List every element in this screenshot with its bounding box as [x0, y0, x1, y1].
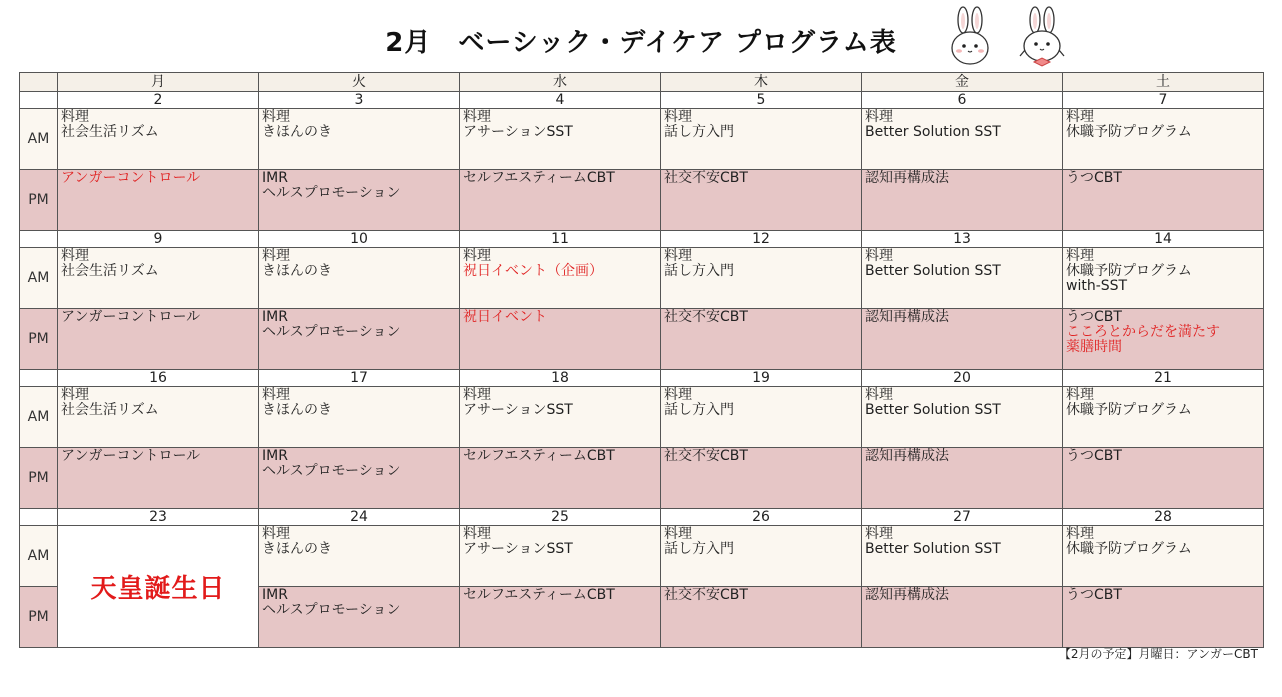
date-row [20, 231, 1264, 248]
corner-cell [20, 73, 58, 92]
am-label: AM [20, 248, 58, 309]
date-cell: 3 [259, 92, 460, 109]
program-line: うつCBT [1066, 309, 1122, 325]
program-cell [1063, 248, 1264, 309]
program-cell [862, 109, 1063, 170]
program-cell [661, 526, 862, 587]
program-line: 料理 [262, 248, 290, 264]
program-line: with-SST [1066, 278, 1128, 294]
program-cell [1063, 387, 1264, 448]
date-cell: 5 [661, 92, 862, 109]
program-cell [1063, 587, 1264, 648]
date-row [20, 92, 1264, 109]
program-line: Better Solution SST [865, 541, 1001, 557]
program-cell [58, 309, 259, 370]
program-line: 休職予防プログラム [1066, 124, 1192, 140]
date-cell: 23 [58, 509, 259, 526]
date-row-label [20, 370, 58, 387]
program-line: 休職予防プログラム [1066, 402, 1192, 418]
program-line: こころとからだを満たす [1066, 324, 1220, 340]
program-line: Better Solution SST [865, 124, 1001, 140]
program-line: 話し方入門 [664, 124, 734, 140]
program-line: 社交不安CBT [664, 448, 748, 464]
program-cell [58, 387, 259, 448]
weekday-sat: 土 [1063, 73, 1264, 92]
program-cell [259, 309, 460, 370]
program-line: 料理 [865, 109, 893, 125]
pm-label: PM [20, 309, 58, 370]
program-cell [259, 387, 460, 448]
program-cell [259, 248, 460, 309]
date-cell: 13 [862, 231, 1063, 248]
program-line: 料理 [1066, 387, 1094, 403]
program-line: きほんのき [262, 541, 332, 557]
program-cell [259, 170, 460, 231]
pm-row [20, 448, 1264, 509]
weekday-fri: 金 [862, 73, 1063, 92]
program-line: 祝日イベント（企画） [463, 263, 603, 279]
program-line: IMR [262, 309, 288, 325]
program-line: IMR [262, 587, 288, 603]
program-cell [862, 448, 1063, 509]
date-cell: 26 [661, 509, 862, 526]
footnote: 【2月の予定】月曜日：アンガーCBT [1058, 647, 1258, 661]
program-cell [661, 309, 862, 370]
program-line: 料理 [463, 248, 491, 264]
program-cell [259, 448, 460, 509]
program-line: ヘルスプロモーション [262, 602, 401, 618]
date-row-label [20, 509, 58, 526]
am-label: AM [20, 387, 58, 448]
program-cell [259, 526, 460, 587]
page-title: 2月 ベーシック・デイケア プログラム表 [385, 28, 897, 58]
program-line: 社交不安CBT [664, 309, 748, 325]
bunny-with-bow-icon [1012, 6, 1072, 70]
pm-row [20, 170, 1264, 231]
date-cell: 28 [1063, 509, 1264, 526]
program-line: きほんのき [262, 263, 332, 279]
program-cell [862, 587, 1063, 648]
program-cell [259, 109, 460, 170]
program-cell [661, 587, 862, 648]
program-line: うつCBT [1066, 448, 1122, 464]
program-cell [661, 248, 862, 309]
date-cell: 17 [259, 370, 460, 387]
program-line: 料理 [262, 109, 290, 125]
program-cell [460, 109, 661, 170]
pm-label: PM [20, 587, 58, 648]
program-cell [1063, 170, 1264, 231]
program-line: アサーションSST [463, 541, 573, 557]
program-line: セルフエスティームCBT [463, 170, 615, 186]
program-cell [58, 248, 259, 309]
date-cell: 20 [862, 370, 1063, 387]
date-cell: 24 [259, 509, 460, 526]
program-line: 料理 [1066, 526, 1094, 542]
program-line: アサーションSST [463, 124, 573, 140]
program-line: 料理 [1066, 109, 1094, 125]
date-cell: 10 [259, 231, 460, 248]
holiday-cell [58, 526, 259, 648]
program-line: 話し方入門 [664, 541, 734, 557]
program-line: 料理 [865, 387, 893, 403]
program-line: 認知再構成法 [865, 448, 949, 464]
weekday-header-row [20, 73, 1264, 92]
program-line: 料理 [262, 387, 290, 403]
program-line: ヘルスプロモーション [262, 324, 401, 340]
program-line: 料理 [262, 526, 290, 542]
am-row [20, 109, 1264, 170]
weekday-wed: 水 [460, 73, 661, 92]
program-line: 社会生活リズム [61, 263, 159, 279]
program-line: 料理 [61, 109, 89, 125]
weekday-tue: 火 [259, 73, 460, 92]
program-line: 料理 [865, 248, 893, 264]
program-line: うつCBT [1066, 587, 1122, 603]
date-cell: 21 [1063, 370, 1264, 387]
program-line: 料理 [463, 526, 491, 542]
program-line: 料理 [664, 387, 692, 403]
program-cell [460, 448, 661, 509]
program-line: 料理 [61, 387, 89, 403]
program-cell [58, 170, 259, 231]
program-line: ヘルスプロモーション [262, 463, 401, 479]
program-cell [460, 309, 661, 370]
program-line: 料理 [463, 109, 491, 125]
date-cell: 27 [862, 509, 1063, 526]
date-cell: 14 [1063, 231, 1264, 248]
program-cell [460, 248, 661, 309]
date-cell: 2 [58, 92, 259, 109]
program-cell [460, 170, 661, 231]
program-line: Better Solution SST [865, 263, 1001, 279]
date-row-label [20, 92, 58, 109]
program-line: 社会生活リズム [61, 402, 159, 418]
weekday-thu: 木 [661, 73, 862, 92]
program-line: 料理 [1066, 248, 1094, 264]
program-line: 認知再構成法 [865, 309, 949, 325]
date-cell: 11 [460, 231, 661, 248]
program-line: 社交不安CBT [664, 587, 748, 603]
date-cell: 4 [460, 92, 661, 109]
program-line: ヘルスプロモーション [262, 185, 401, 201]
pm-label: PM [20, 448, 58, 509]
program-line: きほんのき [262, 124, 332, 140]
date-cell: 18 [460, 370, 661, 387]
program-line: 料理 [664, 526, 692, 542]
program-line: アンガーコントロール [61, 170, 201, 186]
program-line: 薬膳時間 [1066, 339, 1122, 355]
program-cell [1063, 309, 1264, 370]
program-cell [862, 248, 1063, 309]
am-row [20, 526, 1264, 587]
program-line: 料理 [865, 526, 893, 542]
program-cell [460, 587, 661, 648]
program-cell [460, 387, 661, 448]
holiday-label: 天皇誕生日 [90, 574, 226, 604]
date-cell: 6 [862, 92, 1063, 109]
program-line: 話し方入門 [664, 263, 734, 279]
date-cell: 25 [460, 509, 661, 526]
program-cell [58, 448, 259, 509]
program-line: 認知再構成法 [865, 587, 949, 603]
program-line: Better Solution SST [865, 402, 1001, 418]
am-row [20, 248, 1264, 309]
program-cell [259, 587, 460, 648]
am-label: AM [20, 109, 58, 170]
program-cell [862, 526, 1063, 587]
bunny-icon [945, 6, 995, 68]
program-line: 料理 [664, 248, 692, 264]
program-cell [661, 170, 862, 231]
program-line: アンガーコントロール [61, 448, 201, 464]
program-line: アンガーコントロール [61, 309, 201, 325]
date-row [20, 509, 1264, 526]
program-line: 社会生活リズム [61, 124, 159, 140]
pm-row [20, 309, 1264, 370]
date-row-label [20, 231, 58, 248]
program-line: セルフエスティームCBT [463, 587, 615, 603]
program-line: 料理 [463, 387, 491, 403]
program-cell [661, 448, 862, 509]
weekday-mon: 月 [58, 73, 259, 92]
program-line: 社交不安CBT [664, 170, 748, 186]
program-cell [1063, 109, 1264, 170]
program-line: IMR [262, 170, 288, 186]
program-line: IMR [262, 448, 288, 464]
am-row [20, 387, 1264, 448]
program-calendar [19, 72, 1264, 648]
program-line: セルフエスティームCBT [463, 448, 615, 464]
program-cell [1063, 448, 1264, 509]
program-cell [661, 387, 862, 448]
program-line: 料理 [664, 109, 692, 125]
program-cell [862, 170, 1063, 231]
program-line: 休職予防プログラム [1066, 263, 1192, 279]
program-cell [862, 309, 1063, 370]
program-cell [862, 387, 1063, 448]
date-cell: 9 [58, 231, 259, 248]
am-label: AM [20, 526, 58, 587]
date-row [20, 370, 1264, 387]
program-line: アサーションSST [463, 402, 573, 418]
program-line: 祝日イベント [463, 309, 547, 325]
pm-label: PM [20, 170, 58, 231]
program-line: 休職予防プログラム [1066, 541, 1192, 557]
program-line: 認知再構成法 [865, 170, 949, 186]
date-cell: 16 [58, 370, 259, 387]
date-cell: 19 [661, 370, 862, 387]
program-line: 話し方入門 [664, 402, 734, 418]
program-line: うつCBT [1066, 170, 1122, 186]
date-cell: 7 [1063, 92, 1264, 109]
program-cell [661, 109, 862, 170]
program-cell [1063, 526, 1264, 587]
program-line: きほんのき [262, 402, 332, 418]
program-cell [58, 109, 259, 170]
date-cell: 12 [661, 231, 862, 248]
program-cell [460, 526, 661, 587]
program-line: 料理 [61, 248, 89, 264]
